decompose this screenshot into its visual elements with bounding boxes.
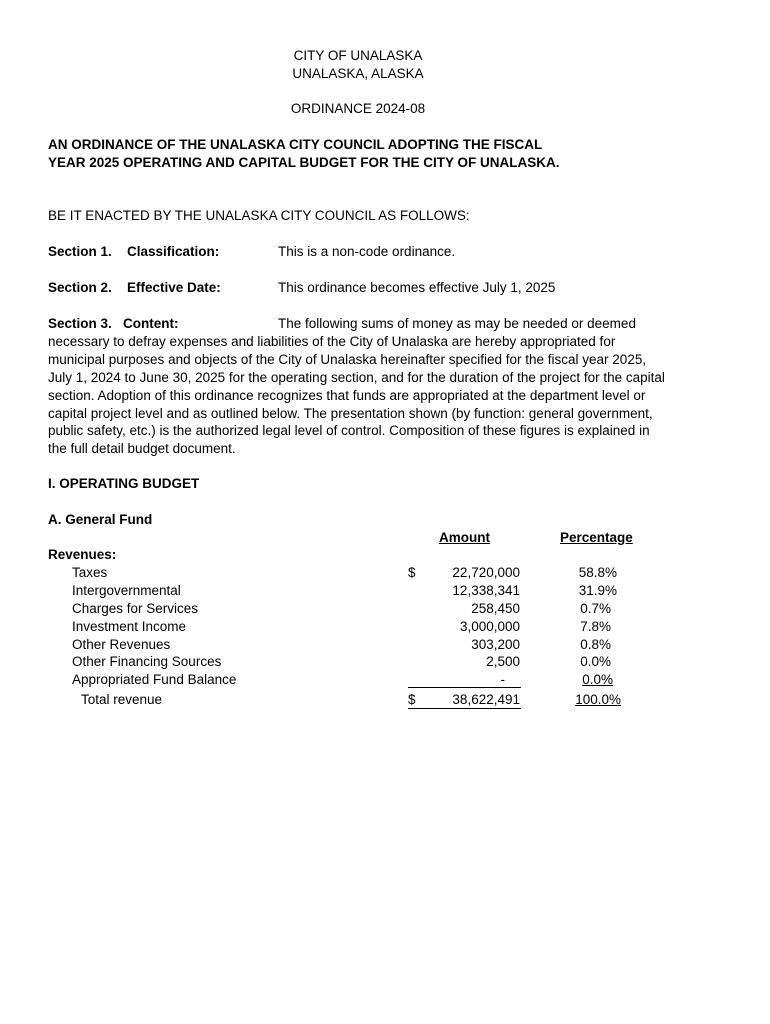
city-name: CITY OF UNALASKA	[293, 48, 423, 63]
revenue-row-amount: 258,450	[471, 601, 520, 616]
section-3-number: Section 3.	[48, 316, 112, 331]
revenue-row-percentage: 0.0%	[580, 654, 611, 669]
enacting-clause: BE IT ENACTED BY THE UNALASKA CITY COUNCIL AS FOLLOWS:	[48, 208, 470, 223]
section-1-text: This is a non-code ordinance.	[278, 244, 456, 259]
ordinance-title-line-2: YEAR 2025 OPERATING AND CAPITAL BUDGET FOR THE CITY OF UNALASKA.	[48, 155, 560, 170]
revenue-row-percentage: 58.8%	[578, 565, 617, 580]
amount-column-header: Amount	[439, 530, 490, 545]
revenue-row-label: Charges for Services	[72, 601, 199, 616]
ordinance-title-line-1: AN ORDINANCE OF THE UNALASKA CITY COUNCIL ADOPTING THE FISCAL	[48, 137, 543, 152]
section-1-heading: Classification:	[127, 244, 220, 259]
currency-symbol: $	[408, 692, 416, 707]
section-3-lead	[48, 315, 278, 333]
section-3-text: The following sums of money as may be needed or deemed necessary to defray expenses and liabilities of the City of Unalaska are hereby appropriated for municipal purposes and objects of the City of Unalaska hereinafter specified for the fiscal year 2025, July 1, 2024 to June 30, 2025 for the operating section, and for the duration of the project for the capital section. Adoption of this ordinance recognizes that funds are appropriated at the department level or capital project level and as outlined below. The presentation shown (by function: general government, public safety, etc.) is the authorized legal level of control. Composition of these figures is explained in the full detail budget document.	[48, 316, 665, 457]
revenue-row-percentage: 0.7%	[580, 601, 611, 616]
revenue-row-amount: 22,720,000	[452, 565, 520, 580]
revenue-row-percentage: 0.8%	[580, 637, 611, 652]
section-2-text: This ordinance becomes effective July 1, 2025	[278, 280, 556, 295]
section-3-heading: Content:	[123, 316, 179, 331]
revenue-row-label: Appropriated Fund Balance	[72, 672, 237, 687]
ordinance-number: ORDINANCE 2024-08	[290, 101, 426, 116]
revenue-row-amount: 3,000,000	[459, 619, 520, 634]
total-underline	[408, 708, 521, 709]
revenue-row-amount: 2,500	[486, 654, 520, 669]
revenue-row-percentage: 7.8%	[580, 619, 611, 634]
revenue-row-amount: -	[500, 672, 505, 687]
revenue-row-label: Intergovernmental	[72, 583, 181, 598]
revenues-heading: Revenues:	[48, 547, 117, 562]
general-fund-heading: A. General Fund	[48, 512, 153, 527]
total-revenue-amount: 38,622,491	[452, 692, 520, 707]
revenue-row-label: Taxes	[72, 565, 108, 580]
revenue-row-percentage: 0.0%	[582, 672, 613, 687]
total-revenue-label: Total revenue	[81, 692, 163, 707]
section-3-paragraph	[48, 315, 668, 458]
revenue-row-percentage: 31.9%	[578, 583, 617, 598]
revenue-row-amount: 303,200	[471, 637, 520, 652]
section-2-heading: Effective Date:	[127, 280, 221, 295]
revenue-row-label: Investment Income	[72, 619, 187, 634]
section-1-number: Section 1.	[48, 244, 112, 259]
section-2-number: Section 2.	[48, 280, 112, 295]
city-location: UNALASKA, ALASKA	[292, 66, 424, 81]
operating-budget-heading: I. OPERATING BUDGET	[48, 476, 200, 491]
currency-symbol: $	[408, 565, 416, 580]
revenue-row-label: Other Financing Sources	[72, 654, 222, 669]
percentage-column-header: Percentage	[560, 530, 633, 545]
revenue-row-amount: 12,338,341	[452, 583, 520, 598]
subtotal-rule	[408, 687, 521, 688]
revenue-row-label: Other Revenues	[72, 637, 171, 652]
total-revenue-percentage: 100.0%	[575, 692, 621, 707]
